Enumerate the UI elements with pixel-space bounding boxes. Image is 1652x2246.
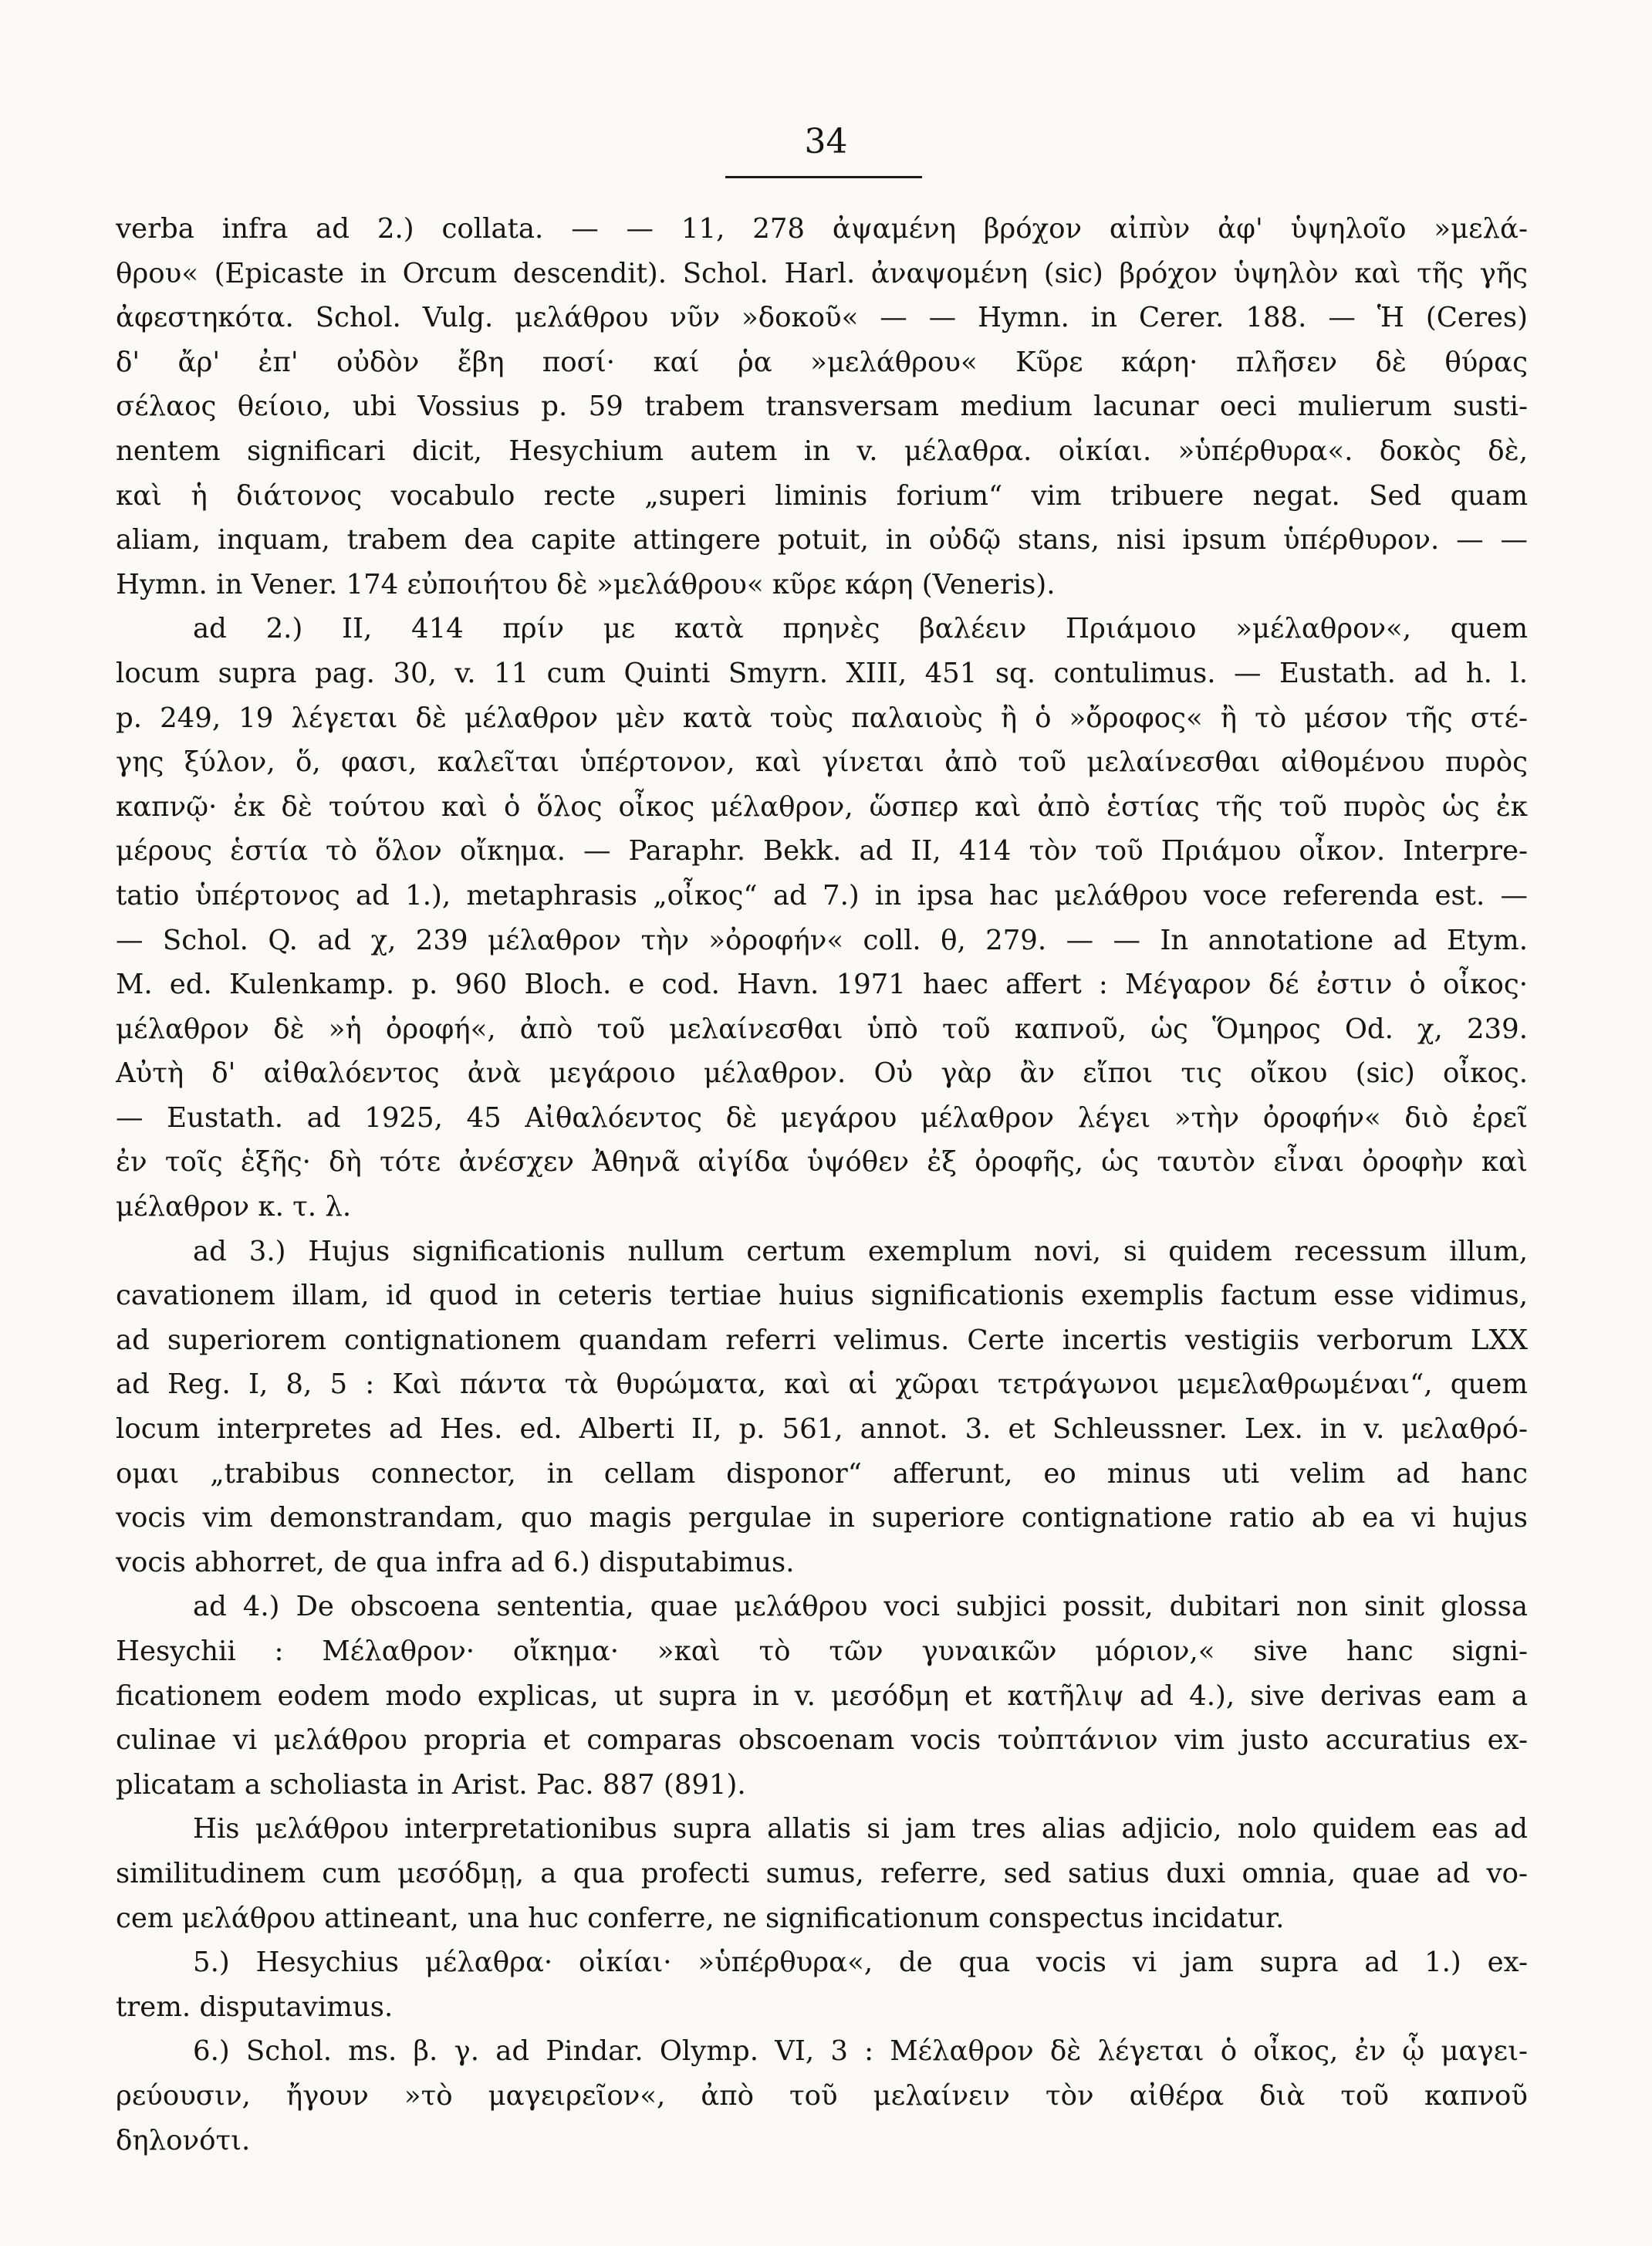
text-line: μέλαθρον δὲ »ἡ ὀροφή«, ἀπὸ τοῦ μελαίνεσθαι ὑπὸ τοῦ καπνοῦ, ὡς Ὅμηρος Od. χ, 239. [116,1013,1528,1045]
text-line: ad 4.) De obscoena sententia, quae μελάθρου voci subjici possit, dubitari non sinit glossa [193,1591,1528,1623]
text-line: culinae vi μελάθρου propria et comparas obscoenam vocis τοὐπτάνιον vim justo accuratius ex- [116,1724,1528,1757]
text-line: 6.) Schol. ms. β. γ. ad Pindar. Olymp. VI, 3 : Μέλαθρον δὲ λέγεται ὁ οἶκος, ἐν ᾧ μαγει- [193,2035,1528,2068]
text-line: verba infra ad 2.) collata. — — 11, 278 ἀψαμένη βρόχον αἰπὺν ἀφ' ὑψηλοῖο »μελά- [116,213,1528,245]
text-line: ἐν τοῖς ἑξῆς· δὴ τότε ἀνέσχεν Ἀθηνᾶ αἰγίδα ὑψόθεν ἐξ ὀροφῆς, ὡς ταυτὸν εἶναι ὀροφὴν καὶ [116,1146,1528,1179]
text-line: His μελάθρου interpretationibus supra allatis si jam tres alias adjicio, nolo quidem eas ad [193,1813,1528,1845]
text-line: p. 249, 19 λέγεται δὲ μέλαθρον μὲν κατὰ τοὺς παλαιοὺς ἢ ὁ »ὄροφος« ἢ τὸ μέσον τῆς στέ- [116,702,1528,734]
text-line: M. ed. Kulenkamp. p. 960 Bloch. e cod. Havn. 1971 haec affert : Μέγαρον δέ ἐστιν ὁ οἶκος· [116,969,1528,1001]
text-line: locum interpretes ad Hes. ed. Alberti II, p. 561, annot. 3. et Schleussner. Lex. in v. μελαθρό- [116,1413,1528,1446]
text-line: cem μελάθρου attineant, una huc conferre, ne significationum conspectus incidatur. [116,1902,1285,1934]
text-line: locum supra pag. 30, v. 11 cum Quinti Smyrn. XIII, 451 sq. contulimus. — Eustath. ad h. l. [116,657,1528,689]
text-line: Hymn. in Vener. 174 εὐποιήτου δὲ »μελάθρου« κῦρε κάρη (Veneris). [116,568,1056,600]
text-line: vocis vim demonstrandam, quo magis pergulae in superiore contignatione ratio ab ea vi hujus [116,1502,1528,1534]
text-line: ad 3.) Hujus significationis nullum certum exemplum novi, si quidem recessum illum, [193,1235,1528,1267]
text-line: ρεύουσιν, ἤγουν »τὸ μαγειρεῖον«, ἀπὸ τοῦ μελαίνειν τὸν αἰθέρα διὰ τοῦ καπνοῦ [116,2079,1528,2112]
text-line: aliam, inquam, trabem dea capite attingere potuit, in οὐδῷ stans, nisi ipsum ὑπέρθυρον. — — [116,524,1528,556]
text-line: 5.) Hesychius μέλαθρα· οἰκίαι· »ὑπέρθυρα«, de qua vocis vi jam supra ad 1.) ex- [193,1947,1528,1979]
page-number: 34 [804,122,848,161]
header-rule [725,176,922,178]
text-line: — Schol. Q. ad χ, 239 μέλαθρον τὴν »ὀροφήν« coll. θ, 279. — — In annotatione ad Etym. [116,924,1528,956]
text-line: καπνῷ· ἐκ δὲ τούτου καὶ ὁ ὅλος οἶκος μέλαθρον, ὥσπερ καὶ ἀπὸ ἑστίας τῆς τοῦ πυρὸς ὡς ἐκ [116,790,1528,823]
text-line: γης ξύλον, ὅ, φασι, καλεῖται ὑπέρτονον, καὶ γίνεται ἀπὸ τοῦ μελαίνεσθαι αἰθομένου πυρὸς [116,746,1528,779]
text-line: Αὐτὴ δ' αἰθαλόεντος ἀνὰ μεγάροιο μέλαθρον. Οὐ γὰρ ἂν εἴποι τις οἴκου (sic) οἶκος. [116,1057,1528,1090]
text-line: cavationem illam, id quod in ceteris tertiae huius significationis exemplis factum esse vidimus, [116,1280,1528,1312]
text-line: — Eustath. ad 1925, 45 Αἰθαλόεντος δὲ μεγάρου μέλαθρον λέγει »τὴν ὀροφήν« διὸ ἐρεῖ [116,1101,1528,1134]
text-line: trem. disputavimus. [116,1991,394,2023]
text-line: δ' ἄρ' ἐπ' οὐδὸν ἔβη ποσί· καί ῥα »μελάθρου« Κῦρε κάρη· πλῆσεν δὲ θύρας [116,346,1528,378]
text-line: ad 2.) II, 414 πρίν με κατὰ πρηνὲς βαλέειν Πριάμοιο »μέλαθρον«, quem [193,613,1528,645]
text-line: ficationem eodem modo explicas, ut supra in v. μεσόδμη et κατῆλιψ ad 4.), sive derivas eam a [116,1679,1528,1712]
text-line: nentem significari dicit, Hesychium autem in v. μέλαθρα. οἰκίαι. »ὑπέρθυρα«. δοκὸς δὲ, [116,435,1528,467]
text-line: similitudinem cum μεσόδμῃ, a qua profecti sumus, referre, sed satius duxi omnia, quae ad vo- [116,1857,1528,1889]
text-line: vocis abhorret, de qua infra ad 6.) disputabimus. [116,1546,795,1578]
text-line: ομαι „trabibus connector, in cellam disponor“ afferunt, eo minus uti velim ad hanc [116,1457,1528,1490]
body-text [116,207,1528,2163]
text-line: ad Reg. I, 8, 5 : Καὶ πάντα τὰ θυρώματα, καὶ αἱ χῶραι τετράγωνοι μεμελαθρωμέναι“, quem [116,1368,1528,1401]
text-line: ad superiorem contignationem quandam referri velimus. Certe incertis vestigiis verborum LXX [116,1324,1528,1356]
text-line: μέρους ἑστία τὸ ὅλον οἴκημα. — Paraphr. Bekk. ad II, 414 τὸν τοῦ Πριάμου οἶκον. Interpre- [116,835,1528,868]
text-line: plicatam a scholiasta in Arist. Pac. 887 (891). [116,1768,746,1801]
text-line: καὶ ἡ διάτονος vocabulo recte „superi liminis forium“ vim tribuere negat. Sed quam [116,479,1528,512]
text-line: ἀφεστηκότα. Schol. Vulg. μελάθρου νῦν »δοκοῦ« — — Hymn. in Cerer. 188. — Ἡ (Ceres) [116,302,1528,334]
text-line: θρου« (Epicaste in Orcum descendit). Schol. Harl. ἀναψομένη (sic) βρόχον ὑψηλὸν καὶ τῆς γῆς [116,257,1528,289]
text-line: μέλαθρον κ. τ. λ. [116,1191,352,1223]
text-line: δηλονότι. [116,2124,251,2156]
text-line: Hesychii : Μέλαθρον· οἴκημα· »καὶ τὸ τῶν γυναικῶν μόριον,« sive hanc signi- [116,1635,1528,1667]
text-line: tatio ὑπέρτονος ad 1.), metaphrasis „οἶκος“ ad 7.) in ipsa hac μελάθρου voce referenda est. — [116,879,1528,912]
text-line: σέλαος θείοιο, ubi Vossius p. 59 trabem transversam medium lacunar oeci mulierum susti- [116,391,1528,423]
